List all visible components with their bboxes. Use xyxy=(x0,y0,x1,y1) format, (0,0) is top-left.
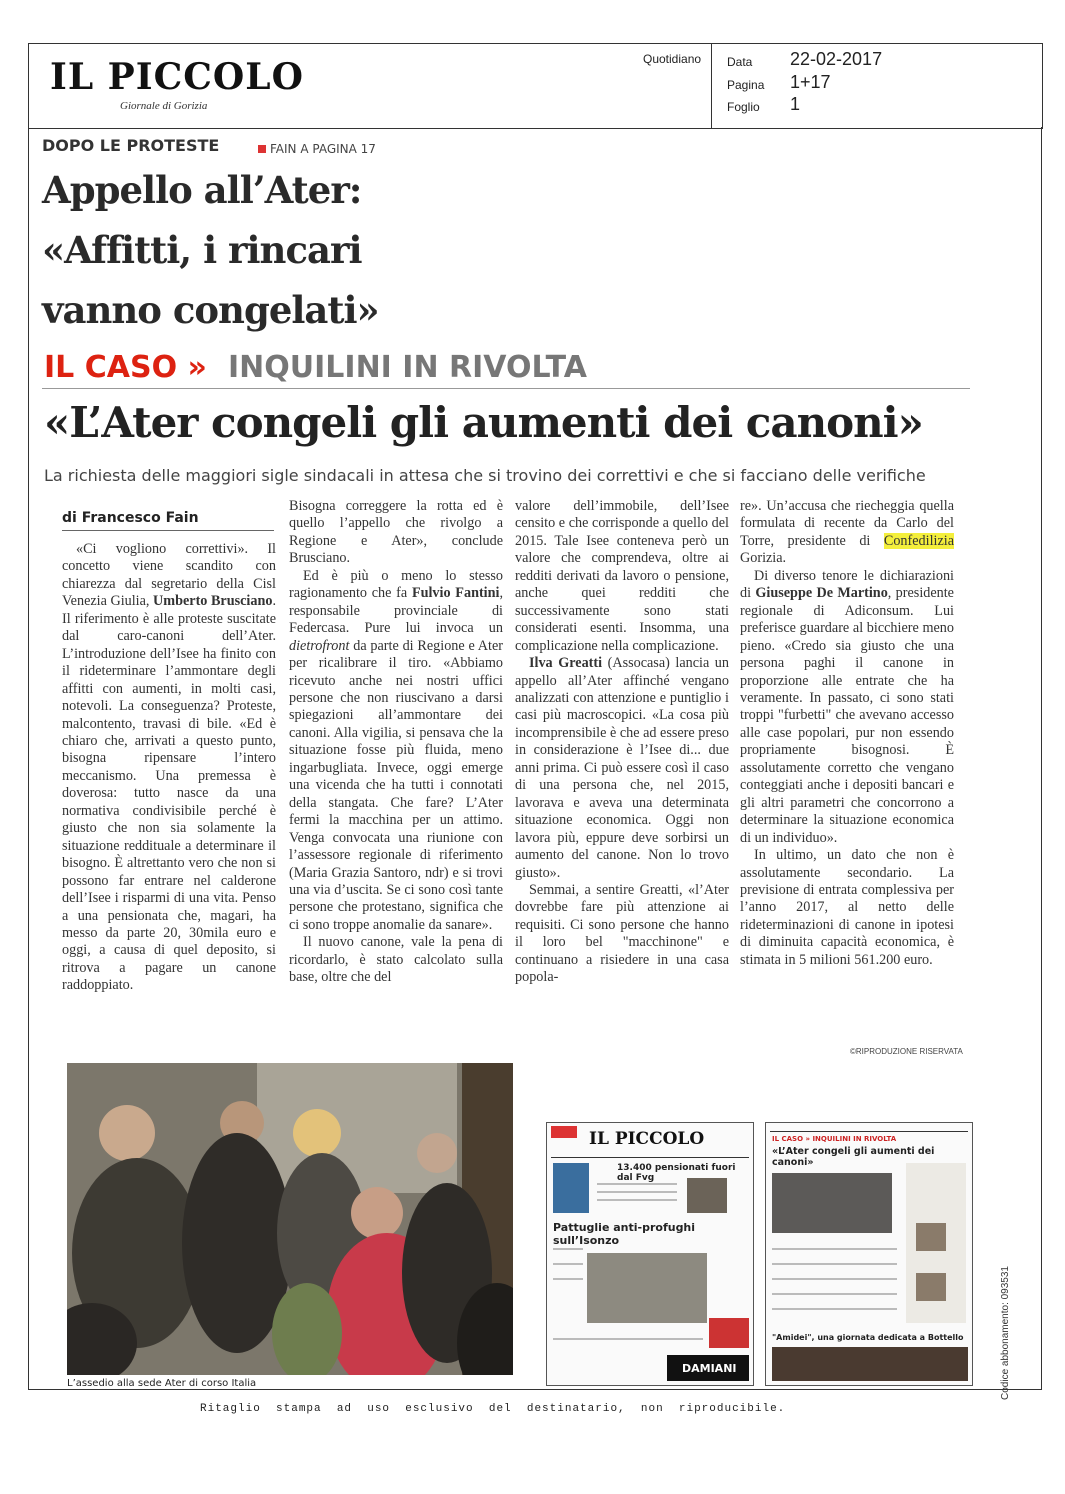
thumb-text-line xyxy=(772,1308,897,1310)
crowd-image xyxy=(67,1063,513,1375)
col1-text: «Ci vogliono correttivi». Il concetto viene scandito con chiarezza dal segretario della Cisl Venezia Giulia, xyxy=(62,541,276,610)
section-rule xyxy=(42,388,970,389)
foglio-value: 1 xyxy=(790,94,801,114)
thumb-text-line xyxy=(772,1293,897,1295)
thumb-portrait xyxy=(687,1178,727,1213)
thumb-rule xyxy=(551,1157,749,1158)
thumb-front-line-1: 13.400 pensionati fuori dal Fvg xyxy=(617,1163,736,1183)
thumb-text-line xyxy=(597,1183,677,1185)
footer-notice: Ritaglio stampa ad uso esclusivo del destinatario, non riproducibile. xyxy=(200,1403,786,1415)
col3-paragraph-3: Semmai, a sentire Greatti, «l’Ater dovrebbe fare più attenzione ai requisiti. Ci sono persone che hanno il loro bel "macchinone" e continuano a risiedere in una casa popola- xyxy=(515,881,729,986)
thumb-headline: «L’Ater congeli gli aumenti dei canoni» xyxy=(772,1146,935,1168)
article-column-3 xyxy=(515,498,729,987)
col1-text-rest: . Il riferimento è alle proteste suscitate dal caro-canoni dell’Ater. L’introduzione dell’Isee ha finito con il rideterminare l’ammontare degli affitti con aumenti, in molti casi, notevoli. La conseguenza? Proteste, malcontento, travasi di bile. «Ed è chiaro che, arrivati a questo punto, bisogna ripensare l’intero meccanismo. Una premessa è doverosa: tutto nasce da una normativa condivisibile perché è giusto che non sia solamente la situazione reddituale a determinare il bisogno. È altrettanto vero che non si possono far entrare nel calderone dell’Isee i risparmi di una vita. Penso a una pensionata che, magari, ha messo da parte 20, 30mila euro e oggi, a causa di quel deposito, si ritrova a pagare un canone raddoppiato. xyxy=(62,593,276,994)
person-name: Fulvio Fantini xyxy=(411,585,500,602)
newspaper-subtitle: Giornale di Gorizia xyxy=(120,100,208,112)
thumb-logo: IL PICCOLO xyxy=(589,1129,705,1149)
thumb-cover-image xyxy=(553,1163,589,1213)
byline: di Francesco Fain xyxy=(62,510,199,526)
pagina-label: Pagina xyxy=(727,78,765,92)
article-column-2 xyxy=(289,498,503,987)
person-name: Ilva Greatti xyxy=(529,655,603,672)
article-column-1 xyxy=(62,541,276,995)
col2-text-a: Ed è più o meno lo stesso ragionamento che fa xyxy=(289,567,503,602)
thumb-portrait xyxy=(916,1223,946,1251)
red-square-icon xyxy=(258,145,266,153)
thumb-text-line xyxy=(772,1248,897,1250)
thumb-red-box xyxy=(709,1318,749,1348)
col4-text-d: , presidente regionale di Adiconsum. Lui preferisce guardare al bicchiere meno pieno. «Credo sia giusto che una persona paghi il canone in proporzione alle entrate che ha veramente. In passato, ci sono stati troppi "furbetti" che avevano accesso alle case popolari, pur non essendo propriamente bisognosi. È assolutamente corretto che vengano conteggiati anche i depositi bancari e gli altri parametri che concorrono a determinare la situazione economica di un individuo». xyxy=(740,585,954,846)
publication-type: Quotidiano xyxy=(643,52,702,66)
article-subheadline: La richiesta delle maggiori sigle sindacali in attesa che si trovino dei correttivi e che si facciano delle verifiche xyxy=(44,466,926,485)
thumb-text-line xyxy=(772,1263,897,1265)
col2-paragraph-1: Bisogna correggere la rotta ed è quello l’appello che rivolgo a Regione e Ater», conclude Brusciano. xyxy=(289,498,503,567)
col4-text-c: Di diverso tenore le dichiarazioni di xyxy=(740,567,954,602)
front-kicker: DOPO LE PROTESTE xyxy=(42,136,220,155)
person-name: Giuseppe De Martino xyxy=(755,585,888,602)
thumb-text-line xyxy=(772,1278,897,1280)
thumb-text-line xyxy=(553,1248,583,1250)
col3-paragraph-2: (Assocasa) lancia un appello all’Ater affinché vengano analizzati con attenzione e puntiglio i casi più macroscopici. «La cosa più incomprensibile è che ad essere preso in considerazione è l’Isee di... due anni prima. Ci può essere così il caso di una persona che, nel 2015, lavorava e aveva una determinata situazione economica. Oggi non lavora più, eppure deve sorbirsi un aumento del canone. Non lo trovo giusto». xyxy=(515,655,729,881)
col4-text-b: Gorizia. xyxy=(740,550,787,567)
front-page-thumbnail xyxy=(546,1122,754,1386)
badge-icon xyxy=(551,1126,577,1138)
section-label: IL CASO » xyxy=(44,350,207,385)
thumb-rule xyxy=(770,1131,968,1132)
page-reference xyxy=(258,142,376,156)
thumb-text-line xyxy=(597,1199,677,1201)
col4-paragraph-3: In ultimo, un dato che non è assolutamente secondario. La previsione di entrata complessiva per l’anno 2017, al netto delle rideterminazioni di canone in ipotesi di diminuita capacità economica, è stimata in 5 milioni 561.200 euro. xyxy=(740,847,954,968)
emphasis-term: dietrofront xyxy=(289,637,350,654)
highlighted-term: Confedilizia xyxy=(883,532,954,549)
topic-label: INQUILINI IN RIVOLTA xyxy=(228,350,587,385)
article-headline: «L’Ater congeli gli aumenti dei canoni» xyxy=(44,398,923,447)
front-title-line-1: Appello all’Ater: xyxy=(42,168,362,212)
photo-caption: L’assedio alla sede Ater di corso Italia xyxy=(67,1378,257,1389)
article-photo xyxy=(67,1063,513,1375)
thumb-portrait xyxy=(916,1273,946,1301)
front-title-line-3: vanno congelati» xyxy=(42,288,379,332)
article-column-4 xyxy=(740,498,954,969)
thumb-bottom-photo xyxy=(772,1347,968,1381)
thumb-text-line xyxy=(597,1191,677,1193)
byline-rule xyxy=(62,530,274,531)
thumb-photo xyxy=(772,1173,892,1233)
thumb-front-line-2: Pattuglie anti-profughi sull’Isonzo xyxy=(553,1221,696,1247)
foglio-label: Foglio xyxy=(727,100,760,114)
thumb-bottom-title: "Amidei", una giornata dedicata a Bottello xyxy=(772,1333,964,1342)
data-value: 22-02-2017 xyxy=(790,49,883,69)
col2-text-b: , responsabile provinciale di Federcasa. Pure lui invoca un xyxy=(289,585,503,637)
thumb-photo xyxy=(587,1253,707,1323)
thumb-ad-text: DAMIANI xyxy=(682,1362,737,1375)
thumb-section: IL CASO » INQUILINI IN RIVOLTA xyxy=(772,1135,897,1143)
pagina-value: 1+17 xyxy=(790,72,831,92)
copyright-notice: ©RIPRODUZIONE RISERVATA xyxy=(850,1047,963,1056)
thumb-text-line xyxy=(553,1263,583,1265)
newspaper-logo: IL PICCOLO xyxy=(50,56,304,98)
col4-text-a: re». Un’accusa che riecheggia quella formulata di recente da Carlo del Torre, presidente di xyxy=(740,498,954,549)
col2-paragraph-3: Il nuovo canone, vale la pena di ricordarlo, è stato calcolato sulla base, oltre che del xyxy=(289,934,503,986)
col3-paragraph-1: valore dell’immobile, dell’Isee censito e che corrisponde a quello del 2015. Tale Isee conteneva però un valore che comprendeva, oltre ai redditi derivati da lavoro o pensione, anche quei redditi che successivamente sono stati considerati esenti. Insomma, una complicazione nella complicazione. xyxy=(515,498,729,654)
page-reference-text: FAIN A PAGINA 17 xyxy=(270,142,376,156)
col2-text-c: da parte di Regione e Ater per ricalibrare il tiro. «Abbiamo ricevuto anche nei nostri uffici persone che non riuscivano a darsi spiegazioni all’ammontare dei canoni. Alla vigilia, si pensava che la situazione fosse più fluida, meno ingarbugliata. Invece, oggi emerge una vicenda che ha tutti i connotati della stangata. Che fare? L’Ater fermi la macchina per un attimo. Venga convocata una riunione con l’assessore regionale di riferimento (Maria Grazia Santoro, ndr) e si trovi una via d’uscita. Se ci sono così tante persone che protestano, significa che ci sono troppe anomalie da sanare». xyxy=(289,637,503,933)
front-title-line-2: «Affitti, i rincari xyxy=(42,228,362,272)
thumb-text-line xyxy=(553,1338,703,1340)
subscription-code: Codice abbonamento: 093531 xyxy=(1000,1266,1011,1400)
inside-page-thumbnail xyxy=(765,1122,973,1386)
thumb-text-line xyxy=(553,1278,583,1280)
person-name: Umberto Brusciano xyxy=(153,593,273,610)
data-label: Data xyxy=(727,55,753,69)
